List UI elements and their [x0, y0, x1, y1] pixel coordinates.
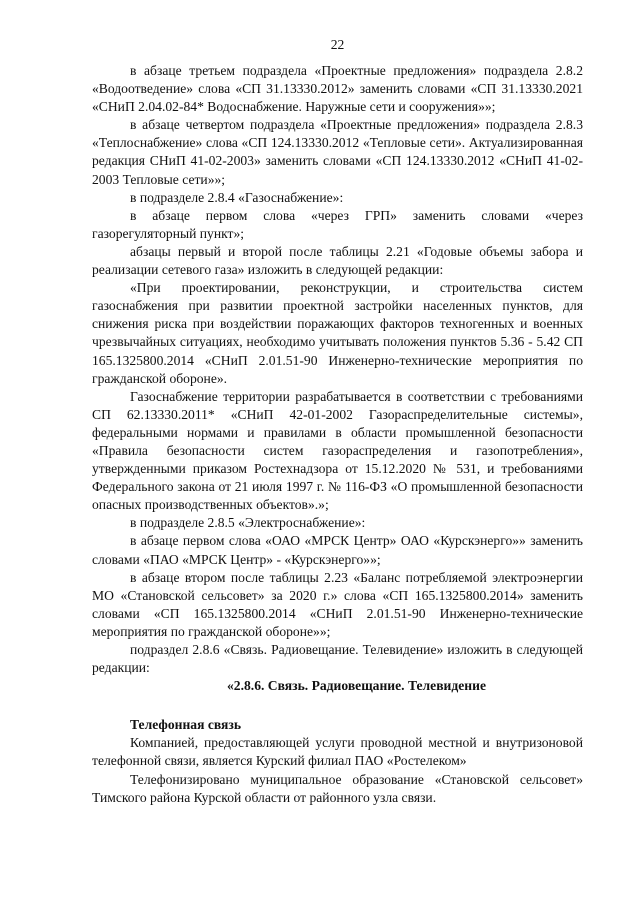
- page-number: 22: [330, 37, 345, 52]
- paragraph-1: в абзаце третьем подраздела «Проектные предложения» подраздела 2.8.2 «Водоотведение» слова «СП 31.13330.2012» заменить словами «СП 31.13330.2021 «СНиП 2.04.02-84* Водоснабжение. Наружные сети и сооружения»»;: [92, 63, 583, 115]
- paragraph-8: в подразделе 2.8.5 «Электроснабжение»:: [130, 515, 366, 531]
- tail-paragraph-1: Компанией, предоставляющей услуги проводной местной и внутризоновой телефонной связи, является Курский филиал ПАО «Ростелеком»: [92, 735, 583, 769]
- tail-paragraph-2: Телефонизировано муниципальное образование «Становской сельсовет» Тимского района Курской области от районного узла связи.: [92, 771, 583, 805]
- paragraph-4: в абзаце первом слова «через ГРП» заменить словами «через газорегуляторный пункт»;: [92, 207, 583, 241]
- paragraph-2: в абзаце четвертом подраздела «Проектные предложения» подраздела 2.8.3 «Теплоснабжение» слова «СП 124.13330.2012 «Тепловые сети». Актуализированная редакция СНиП 41-02-2003» заменить словами «СП 124.13330.2012 «СНиП 41-02-2003 Тепловые сети»»;: [92, 117, 583, 187]
- paragraph-9: в абзаце первом слова «ОАО «МРСК Центр» ОАО «Курскэнерго»» заменить словами «ПАО «МРСК Центр» - «Курскэнерго»»;: [92, 533, 583, 567]
- paragraph-3: в подразделе 2.8.4 «Газоснабжение»:: [130, 189, 344, 205]
- paragraph-5: абзацы первый и второй после таблицы 2.21 «Годовые объемы забора и реализации сетевого газа» изложить в следующей редакции:: [92, 243, 583, 278]
- paragraph-7: Газоснабжение территории разрабатывается в соответствии с требованиями СП 62.13330.2011* «СНиП 42-01-2002 Газораспределительные системы», федеральными нормами и правилами в области промышленной безопасности «Правила безопасности систем газораспределения и газопотребления», утвержденными приказом Ростехнадзора от 15.12.2020 № 531, и требованиями Федерального закона от 21 июля 1997 г. № 116-ФЗ «О промышленной безопасности опасных производственных объектов».»;: [92, 388, 583, 513]
- paragraph-11: подраздел 2.8.6 «Связь. Радиовещание. Телевидение» изложить в следующей редакции:: [92, 642, 583, 676]
- section-title: «2.8.6. Связь. Радиовещание. Телевидение: [227, 678, 486, 694]
- paragraph-6: «При проектировании, реконструкции, и строительства систем газоснабжения при развитии проектной застройки населенных пунктов, для снижения риска при воздействии поражающих факторов техногенных и военных чрезвычайных ситуациях, необходимо учитывать положения пунктов 5.36 - 5.42 СП 165.1325800.2014 «СНиП 2.01.51-90 Инженерно-технические мероприятия по гражданской обороне».: [92, 280, 583, 386]
- paragraph-10: в абзаце втором после таблицы 2.23 «Баланс потребляемой электроэнергии МО «Становской сельсовет» за 2020 г.» слова «СП 165.1325800.2014» заменить словами «СП 165.1325800.2014 «СНиП 2.01.51-90 Инженерно-технические мероприятия по гражданской обороне»»;: [92, 569, 583, 639]
- subheading-telephone: Телефонная связь: [130, 717, 242, 733]
- document-body: [92, 62, 583, 807]
